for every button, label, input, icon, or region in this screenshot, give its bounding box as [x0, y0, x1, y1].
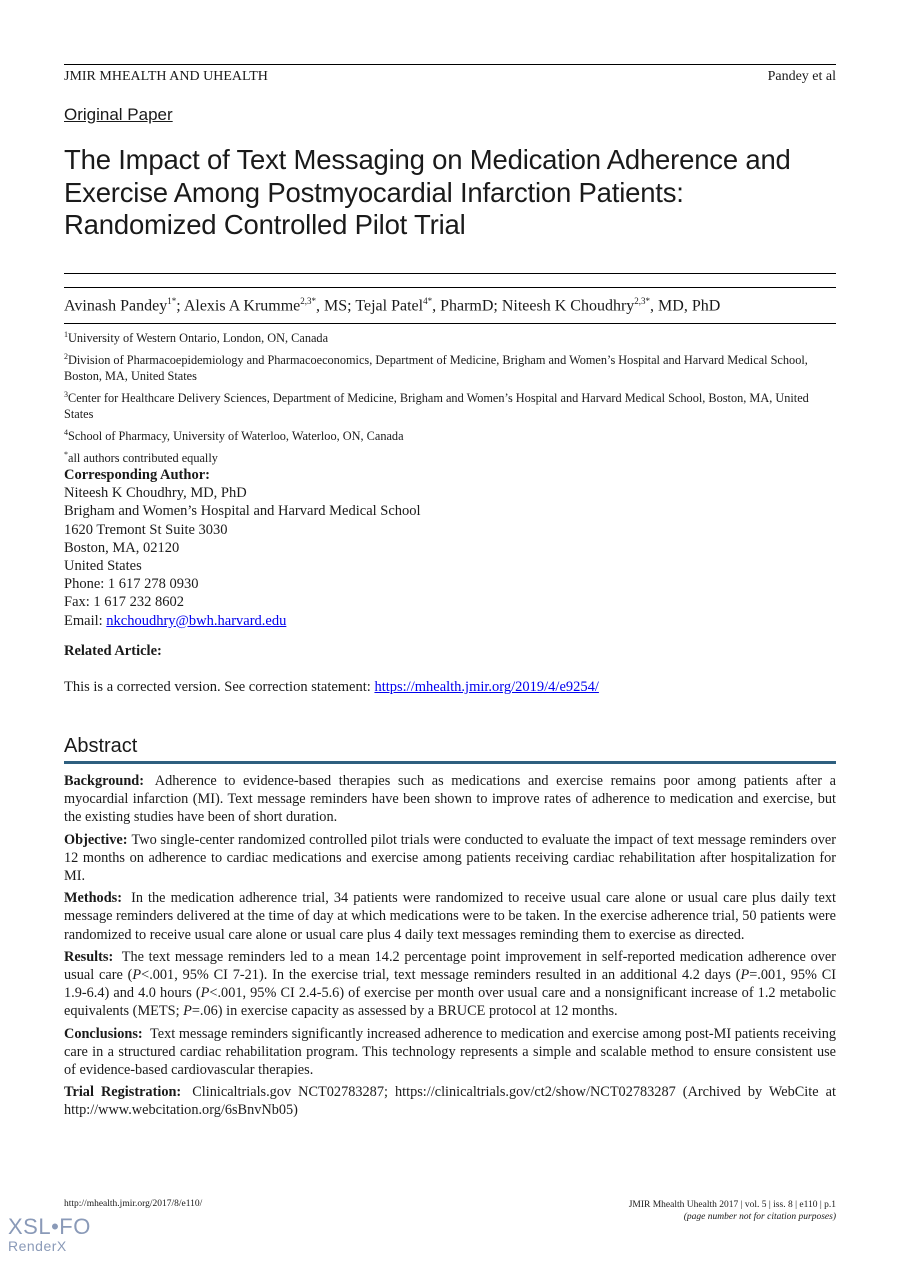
running-author: Pandey et al — [767, 69, 836, 84]
abstract-text: Clinicaltrials.gov NCT02783287; https://clinicaltrials.gov/ct2/show/NCT02783287 (Archived by WebCite at http://www.webcitation.org/6sBnvNb05) — [64, 1084, 836, 1119]
author-list — [64, 296, 720, 315]
abstract-trial-registration — [64, 1083, 836, 1119]
abstract-label: Background: — [64, 773, 144, 789]
affiliation-text: School of Pharmacy, University of Waterloo, Waterloo, ON, Canada — [68, 429, 404, 444]
abstract-text: =.001, 95% CI 1.9-6.4) and 4.0 hours ( — [64, 967, 837, 1002]
abstract-text: Adherence to evidence-based therapies such as medications and exercise remains poor among patients after a myocardial infarction (MI). Text message reminders have been shown to improve rates of adherence to medication and exercise, but the existing studies have been of short duration. — [64, 773, 836, 826]
watermark-line2: RenderX — [8, 1238, 67, 1254]
corresponding-line: Brigham and Women’s Hospital and Harvard Medical School — [64, 503, 421, 520]
article-title: The Impact of Text Messaging on Medication Adherence and Exercise Among Postmyocardial Infarction Patients: Randomized Controlled Pilot Trial — [64, 144, 791, 240]
affiliation — [64, 425, 836, 444]
abstract-text: Text message reminders significantly increased adherence to medication and exercise among post-MI patients receiving care in a structured cardiac rehabilitation program. This technology represents a simple and scalable method to ensure consistent use of evidence-based cardiovascular therapies. — [64, 1025, 836, 1079]
title-rule-top — [64, 273, 836, 274]
footer-citation: JMIR Mhealth Uhealth 2017 | vol. 5 | iss. 8 | e110 | p.1 — [628, 1200, 836, 1210]
abstract-body — [64, 772, 836, 1124]
journal-name: JMIR MHEALTH AND UHEALTH — [64, 69, 268, 84]
email-link[interactable]: nkchoudhry@bwh.harvard.edu — [106, 612, 287, 629]
affiliation-sup: 1 — [64, 330, 68, 339]
corresponding-line: Boston, MA, 02120 — [64, 539, 180, 556]
affiliation-text: Center for Healthcare Delivery Sciences, Department of Medicine, Brigham and Women’s Hospital and Harvard Medical School, Boston, MA, United States — [64, 391, 809, 422]
abstract-conclusions — [64, 1025, 836, 1080]
author-sup: 1* — [167, 296, 177, 306]
affiliations — [64, 327, 836, 469]
corresponding-line: Niteesh K Choudhry, MD, PhD — [64, 485, 247, 502]
abstract-rule — [64, 761, 836, 764]
abstract-text: <.001, 95% CI 2.4-5.6) of exercise per month over usual care and a nonsignificant increase of 1.2 metabolic equivalents (METS; — [64, 985, 837, 1020]
footer-citation-block — [629, 1199, 836, 1223]
p-symbol: P — [200, 985, 210, 1002]
abstract-methods — [64, 889, 836, 944]
abstract-heading: Abstract — [64, 735, 138, 757]
affiliation — [64, 327, 836, 346]
affiliation-text: University of Western Ontario, London, ON, Canada — [68, 331, 329, 346]
author-sup: 2,3* — [300, 296, 317, 306]
abstract-label: Methods: — [64, 890, 122, 907]
author-sup: 2,3* — [634, 296, 651, 306]
abstract-label: Objective: — [64, 831, 128, 848]
correction-notice — [64, 679, 599, 696]
p-symbol: P — [740, 967, 750, 984]
email-line — [64, 612, 421, 630]
abstract-objective — [64, 831, 836, 886]
correction-text: This is a corrected version. See correction statement: — [64, 679, 375, 695]
watermark-line1: XSL•FO — [8, 1214, 91, 1239]
affiliation-sup: 2 — [64, 352, 68, 362]
p-symbol: P — [132, 967, 142, 984]
abstract-text: Two single-center randomized controlled pilot trials were conducted to evaluate the impact of text message reminders over 12 months on adherence to cardiac medications and exercise among patients receiving cardiac rehabilitation after hospitalization for MI. — [64, 831, 836, 885]
author-sup: 4* — [423, 296, 433, 306]
affiliation-text: Division of Pharmacoepidemiology and Pharmacoeconomics, Department of Medicine, Brigham and Women’s Hospital and Harvard Medical School, Boston, MA, United States — [64, 353, 808, 384]
affiliation-sup: 3 — [64, 390, 68, 400]
corresponding-heading: Corresponding Author: — [64, 467, 210, 483]
author-suffix: , MD, PhD — [650, 297, 721, 315]
author-suffix: , PharmD; — [432, 297, 498, 315]
corresponding-author — [64, 466, 421, 630]
corresponding-line: Fax: 1 617 232 8602 — [64, 594, 185, 611]
author-name: Tejal Patel — [355, 297, 424, 315]
abstract-results — [64, 948, 836, 1021]
abstract-text: =.06) in exercise capacity as assessed by a BRUCE protocol at 12 months. — [191, 1003, 618, 1020]
affiliation-sup: 4 — [64, 428, 68, 438]
corresponding-line: Phone: 1 617 278 0930 — [64, 576, 199, 593]
affiliation — [64, 387, 836, 422]
author-name: Niteesh K Choudhry — [501, 297, 635, 315]
authors-rule — [64, 323, 836, 324]
abstract-text: In the medication adherence trial, 34 patients were randomized to receive usual care alone or usual care plus daily text message reminders delivered at the time of day at which medications were to be taken. In the exercise adherence trial, 50 patients were randomized to receive usual care alone or usual care plus 4 daily text messages reminding them to exercise as directed. — [64, 890, 836, 943]
abstract-text: The text message reminders led to a mean 14.2 percentage point improvement in self-reported medication adherence over usual care ( — [64, 948, 836, 984]
author-suffix: , MS; — [316, 297, 352, 315]
affiliation-sup: * — [64, 450, 68, 460]
abstract-label: Results: — [64, 948, 114, 965]
email-label: Email: — [64, 612, 107, 629]
running-head — [64, 64, 836, 87]
corresponding-line: United States — [64, 558, 142, 575]
abstract-label: Trial Registration: — [64, 1084, 182, 1101]
author-name: Alexis A Krumme — [183, 297, 301, 315]
affiliation — [64, 447, 836, 466]
corresponding-line: 1620 Tremont St Suite 3030 — [64, 521, 228, 538]
correction-link[interactable]: https://mhealth.jmir.org/2019/4/e9254/ — [374, 679, 599, 695]
abstract-background — [64, 772, 836, 827]
related-article-heading: Related Article: — [64, 643, 162, 659]
abstract-label: Conclusions: — [64, 1025, 143, 1042]
footer-url: http://mhealth.jmir.org/2017/8/e110/ — [64, 1199, 203, 1209]
title-rule-bottom — [64, 287, 836, 288]
xslfo-renderx-watermark — [8, 1216, 91, 1254]
abstract-text: <.001, 95% CI 7-21). In the exercise trial, text message reminders resulted in an additional 4.2 days ( — [141, 967, 741, 984]
author-suffix: ; — [176, 297, 181, 315]
article-type: Original Paper — [64, 105, 173, 124]
affiliation — [64, 349, 836, 384]
footer-note: (page number not for citation purposes) — [683, 1212, 836, 1222]
author-name: Avinash Pandey — [64, 297, 168, 315]
p-symbol: P — [183, 1003, 192, 1020]
affiliation-text: all authors contributed equally — [68, 451, 218, 466]
